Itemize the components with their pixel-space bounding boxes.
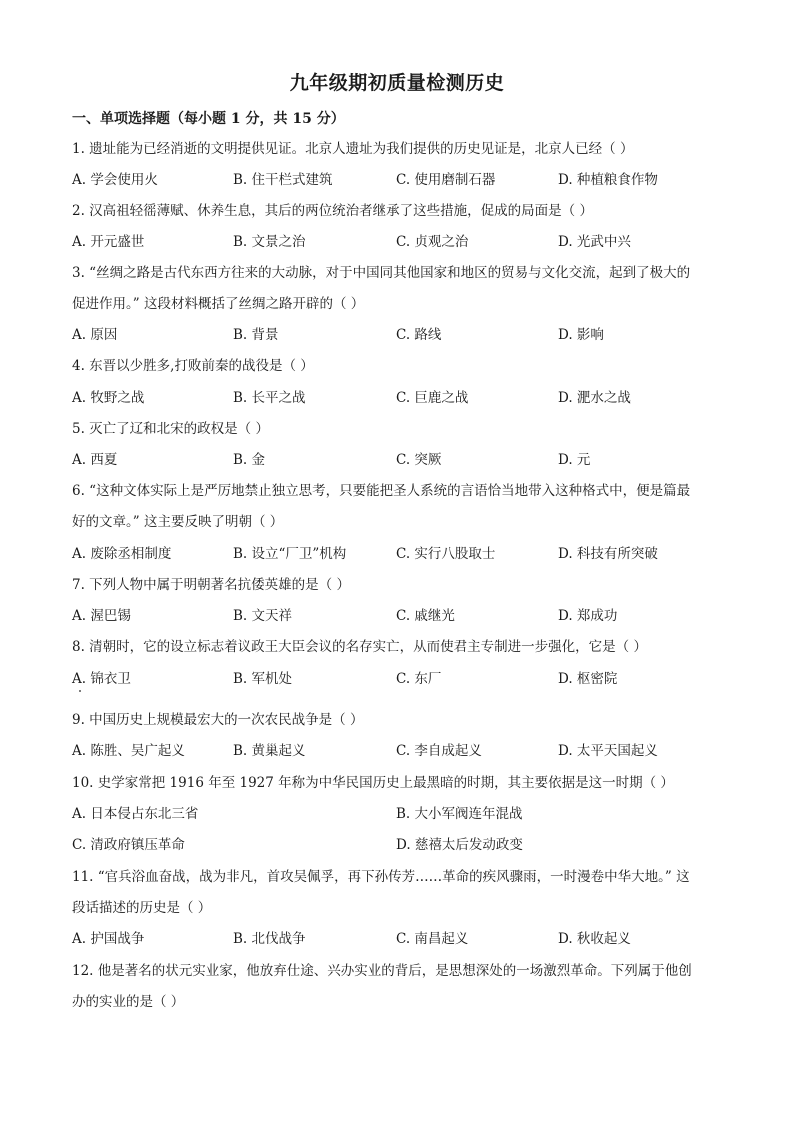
q2-option-a: A. 开元盛世 <box>72 234 145 250</box>
q7-option-c: C. 戚继光 <box>396 608 455 624</box>
q4-option-c: C. 巨鹿之战 <box>396 390 469 406</box>
question-3-stem-line-1: 3. “丝绸之路是古代东西方往来的大动脉，对于中国同其他国家和地区的贸易与文化交流，起到了极大的 <box>72 265 691 281</box>
question-12-stem-line-2: 办的实业的是（ ） <box>72 994 185 1010</box>
q9-option-a: A. 陈胜、吴广起义 <box>72 743 185 759</box>
q8-option-d: D. 枢密院 <box>558 671 618 687</box>
question-3-stem-line-2: 促进作用。” 这段材料概括了丝绸之路开辟的（ ） <box>72 296 365 312</box>
q11-option-a: A. 护国战争 <box>72 931 145 947</box>
q10-option-b: B. 大小军阀连年混战 <box>396 806 523 822</box>
q2-option-b: B. 文景之治 <box>233 234 306 250</box>
question-11-stem-line-2: 段话描述的历史是（ ） <box>72 900 212 916</box>
q10-option-d: D. 慈禧太后发动政变 <box>396 837 523 853</box>
q5-option-c: C. 突厥 <box>396 452 442 468</box>
q8-option-b: B. 军机处 <box>233 671 293 687</box>
q2-option-c: C. 贞观之治 <box>396 234 469 250</box>
q4-option-d: D. 淝水之战 <box>558 390 631 406</box>
question-8-stem: 8. 清朝时，它的设立标志着议政王大臣会议的名存实亡，从而使君主专制进一步强化，它是（ ） <box>72 639 647 655</box>
q7-option-b: B. 文天祥 <box>233 608 293 624</box>
question-4-stem: 4. 东晋以少胜多,打败前秦的战役是（ ） <box>72 358 314 374</box>
q9-option-c: C. 李自成起义 <box>396 743 482 759</box>
q6-option-b: B. 设立“厂卫”机构 <box>233 546 347 562</box>
q6-option-d: D. 科技有所突破 <box>558 546 658 562</box>
q1-option-c: C. 使用磨制石器 <box>396 172 496 188</box>
q11-option-b: B. 北伐战争 <box>233 931 306 947</box>
exam-title: 九年级期初质量检测历史 <box>289 72 505 94</box>
q8-option-a: A. 锦衣卫 <box>72 671 131 687</box>
q5-option-b: B. 金 <box>233 452 266 468</box>
question-6-stem-line-1: 6. “这种文体实际上是严厉地禁止独立思考，只要能把圣人系统的言语恰当地带入这种格式中，便是篇最 <box>72 483 691 499</box>
question-11-stem-line-1: 11. “官兵浴血奋战，战为非凡，首攻吴佩孚，再下孙传芳……革命的疾风骤雨，一时漫卷中华大地。” 这 <box>72 869 690 885</box>
q11-option-d: D. 秋收起义 <box>558 931 631 947</box>
q9-option-d: D. 太平天国起义 <box>558 743 658 759</box>
q6-option-a: A. 废除丞相制度 <box>72 546 172 562</box>
q3-option-b: B. 背景 <box>233 327 279 343</box>
q1-option-a: A. 学会使用火 <box>72 172 158 188</box>
q1-option-d: D. 种植粮食作物 <box>558 172 658 188</box>
q7-option-a: A. 渥巴锡 <box>72 608 131 624</box>
q5-option-d: D. 元 <box>558 452 591 468</box>
q2-option-d: D. 光武中兴 <box>558 234 631 250</box>
q3-option-c: C. 路线 <box>396 327 442 343</box>
question-7-stem: 7. 下列人物中属于明朝著名抗倭英雄的是（ ） <box>72 577 350 593</box>
question-12-stem-line-1: 12. 他是著名的状元实业家，他放弃仕途、兴办实业的背后，是思想深处的一场激烈革命。下列属于他创 <box>72 963 692 979</box>
question-10-stem: 10. 史学家常把 1916 年至 1927 年称为中华民国历史上最黑暗的时期，其主要依据是这一时期（ ） <box>72 775 674 791</box>
q3-option-a: A. 原因 <box>72 327 118 343</box>
stray-dot <box>79 690 81 692</box>
question-2-stem: 2. 汉高祖轻徭薄赋、休养生息，其后的两位统治者继承了这些措施，促成的局面是（ ） <box>72 203 593 219</box>
q8-option-c: C. 东厂 <box>396 671 442 687</box>
q4-option-a: A. 牧野之战 <box>72 390 145 406</box>
q9-option-b: B. 黄巢起义 <box>233 743 306 759</box>
q10-option-a: A. 日本侵占东北三省 <box>72 806 199 822</box>
q3-option-d: D. 影响 <box>558 327 604 343</box>
section-heading: 一、单项选择题（每小题 1 分，共 15 分） <box>72 111 345 127</box>
question-9-stem: 9. 中国历史上规模最宏大的一次农民战争是（ ） <box>72 712 364 728</box>
question-6-stem-line-2: 好的文章。” 这主要反映了明朝（ ） <box>72 514 284 530</box>
question-5-stem: 5. 灭亡了辽和北宋的政权是（ ） <box>72 421 269 437</box>
question-1-stem: 1. 遗址能为已经消逝的文明提供见证。北京人遗址为我们提供的历史见证是，北京人已经（ ） <box>72 141 634 157</box>
q11-option-c: C. 南昌起义 <box>396 931 469 947</box>
q7-option-d: D. 郑成功 <box>558 608 618 624</box>
q4-option-b: B. 长平之战 <box>233 390 306 406</box>
q10-option-c: C. 清政府镇压革命 <box>72 837 185 853</box>
q6-option-c: C. 实行八股取士 <box>396 546 496 562</box>
q1-option-b: B. 住干栏式建筑 <box>233 172 333 188</box>
q5-option-a: A. 西夏 <box>72 452 118 468</box>
